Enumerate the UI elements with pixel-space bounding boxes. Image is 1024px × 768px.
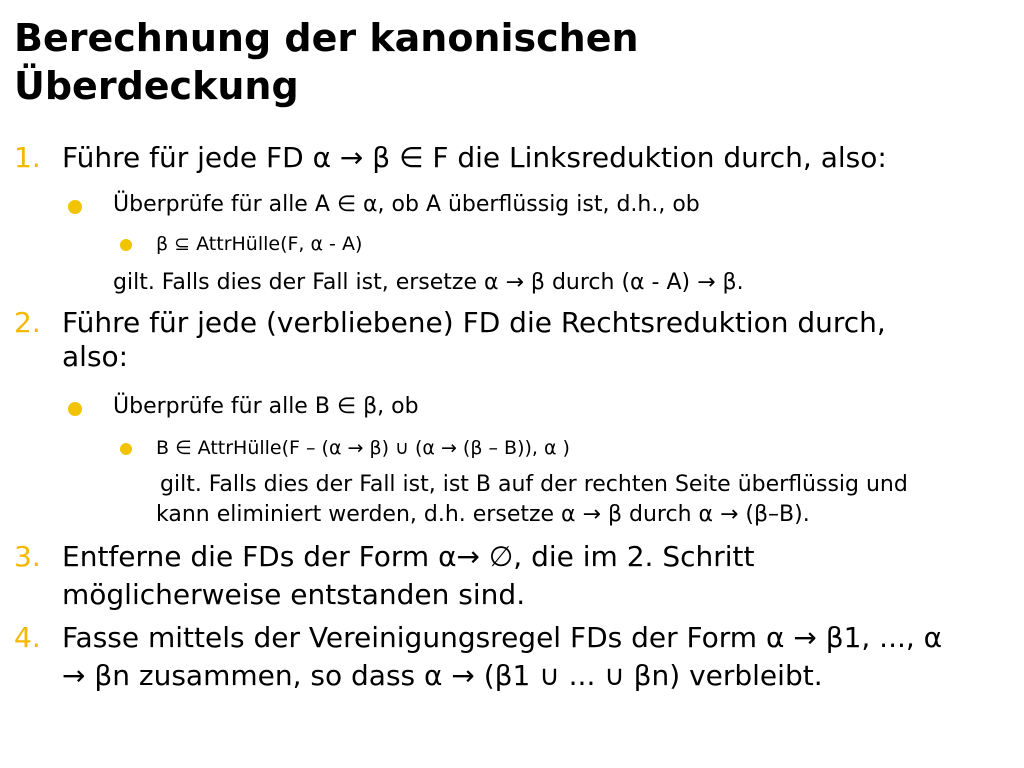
step-1-continuation: gilt. Falls dies der Fall ist, ersetze α → β durch (α - A) → β.	[113, 270, 744, 295]
step-3-line-2: möglicherweise entstanden sind.	[62, 578, 526, 611]
title-line-1: Berechnung der kanonischen	[14, 16, 639, 60]
step-1-sub-bullet: Überprüfe für alle A ∈ α, ob A überflüssig ist, d.h., ob	[113, 192, 700, 217]
step-2-continuation-1: gilt. Falls dies der Fall ist, ist B auf der rechten Seite überflüssig und	[160, 472, 908, 497]
step-2-continuation-2: kann eliminiert werden, d.h. ersetze α → β durch α → (β–B).	[156, 502, 810, 527]
step-4-line-1: Fasse mittels der Vereinigungsregel FDs der Form α → β1, ..., α	[62, 621, 943, 654]
step-4-line-2: → βn zusammen, so dass α → (β1 ∪ ... ∪ βn) verbleibt.	[62, 659, 823, 692]
step-number-1: 1.	[14, 141, 41, 174]
step-1-sub-sub-bullet: β ⊆ AttrHülle(F, α - A)	[156, 233, 363, 255]
bullet-icon	[68, 402, 82, 416]
title-line-2: Überdeckung	[14, 64, 299, 108]
step-2-line-1: Führe für jede (verbliebene) FD die Rechtsreduktion durch,	[62, 306, 886, 339]
step-1-text: Führe für jede FD α → β ∈ F die Linksreduktion durch, also:	[62, 141, 887, 174]
bullet-icon	[120, 443, 132, 455]
step-number-2: 2.	[14, 306, 41, 339]
step-3-line-1: Entferne die FDs der Form α→ ∅, die im 2. Schritt	[62, 540, 755, 573]
bullet-icon	[68, 200, 82, 214]
step-2-line-2: also:	[62, 340, 129, 373]
slide-title	[14, 14, 1004, 110]
bullet-icon	[120, 239, 132, 251]
step-2-sub-sub-bullet: B ∈ AttrHülle(F – (α → β) ∪ (α → (β – B)), α )	[156, 437, 570, 459]
step-2-sub-bullet: Überprüfe für alle B ∈ β, ob	[113, 394, 419, 419]
step-number-3: 3.	[14, 540, 41, 573]
step-number-4: 4.	[14, 621, 41, 654]
